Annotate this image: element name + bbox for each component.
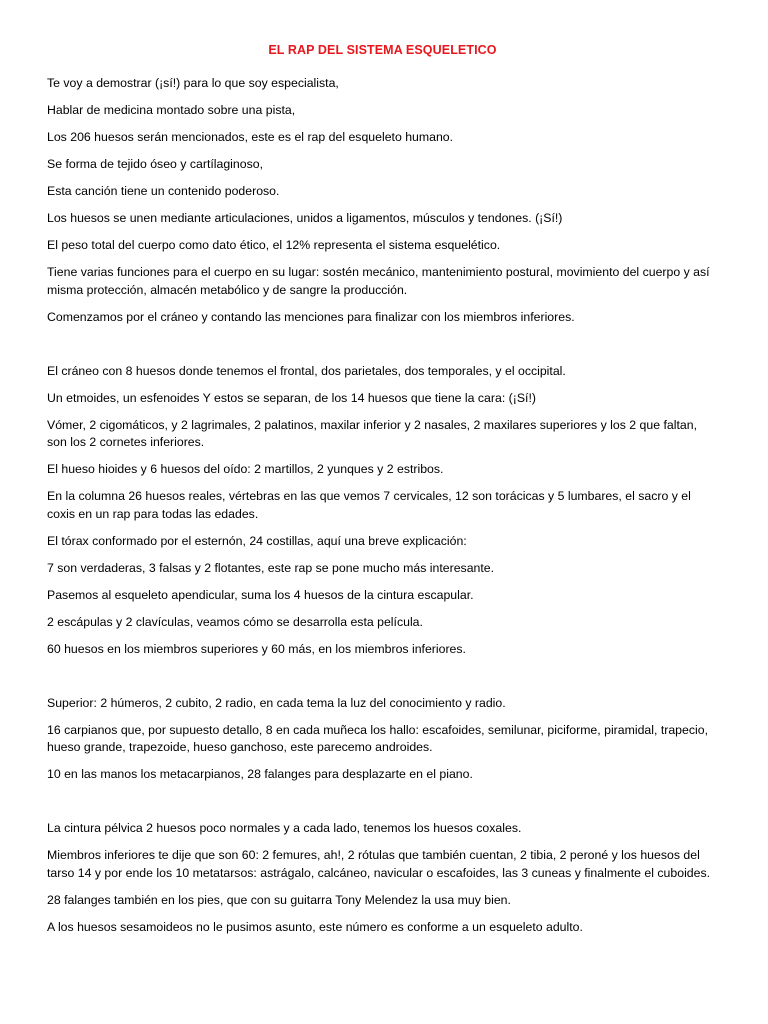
- stanza-intro: [47, 75, 718, 326]
- stanza-spacer: [47, 793, 718, 820]
- verse-line: Te voy a demostrar (¡sí!) para lo que soy especialista,: [47, 76, 339, 90]
- verse-line: 2 escápulas y 2 clavículas, veamos cómo se desarrolla esta película.: [47, 614, 423, 629]
- stanza-lower-limbs: [47, 820, 718, 936]
- verse-line: El peso total del cuerpo como dato ético, el 12% representa el sistema esquelético.: [47, 238, 501, 252]
- verse-line: Esta canción tiene un contenido poderoso.: [47, 184, 280, 198]
- stanza-axial-skeleton: [47, 363, 718, 659]
- verse-line: Los 206 huesos serán mencionados, este es el rap del esqueleto humano.: [47, 130, 454, 144]
- stanza-spacer: [47, 668, 718, 695]
- verse-line: Pasemos al esqueleto apendicular, suma los 4 huesos de la cintura escapular.: [47, 587, 474, 602]
- verse-line: 7 son verdaderas, 3 falsas y 2 flotantes, este rap se pone mucho más interesante.: [47, 560, 495, 575]
- verse-line: Miembros inferiores te dije que son 60: 2 femures, ah!, 2 rótulas que también cuentan, 2 tibia, 2 peroné y los huesos del tarso 14 y por ende los 10 metatarsos: astrágalo, calcáneo, navicular o escafoides, las 3 cuneas y finalmente el cuboides.: [47, 848, 711, 880]
- verse-line: 10 en las manos los metacarpianos, 28 falanges para desplazarte en el piano.: [47, 767, 473, 781]
- verse-line: En la columna 26 huesos reales, vértebras en las que vemos 7 cervicales, 12 son torácicas y 5 lumbares, el sacro y el coxis en un rap para todas las edades.: [47, 489, 691, 521]
- stanza-spacer: [47, 336, 718, 363]
- verse-line: 60 huesos en los miembros superiores y 60 más, en los miembros inferiores.: [47, 641, 466, 656]
- verse-line: Los huesos se unen mediante articulaciones, unidos a ligamentos, músculos y tendones. (¡Sí!): [47, 211, 563, 225]
- verse-line: El cráneo con 8 huesos donde tenemos el frontal, dos parietales, dos temporales, y el occipital.: [47, 363, 566, 378]
- verse-line: Vómer, 2 cigomáticos, y 2 lagrimales, 2 palatinos, maxilar inferior y 2 nasales, 2 maxilares superiores y los 2 que faltan, son los 2 cornetes inferiores.: [47, 417, 697, 449]
- document-title: EL RAP DEL SISTEMA ESQUELETICO: [268, 43, 497, 57]
- stanza-upper-limbs: [47, 695, 718, 784]
- verse-line: Se forma de tejido óseo y cartílaginoso,: [47, 157, 264, 171]
- verse-line: 28 falanges también en los pies, que con su guitarra Tony Melendez la usa muy bien.: [47, 892, 511, 907]
- verse-line: El hueso hioides y 6 huesos del oído: 2 martillos, 2 yunques y 2 estribos.: [47, 462, 444, 476]
- verse-line: La cintura pélvica 2 huesos poco normales y a cada lado, tenemos los huesos coxales.: [47, 821, 522, 835]
- verse-line: Un etmoides, un esfenoides Y estos se separan, de los 14 huesos que tiene la cara: (¡Sí!): [47, 390, 536, 405]
- verse-line: El tórax conformado por el esternón, 24 costillas, aquí una breve explicación:: [47, 533, 467, 548]
- verse-line: A los huesos sesamoideos no le pusimos asunto, este número es conforme a un esqueleto adulto.: [47, 919, 583, 934]
- verse-line: Superior: 2 húmeros, 2 cubito, 2 radio, en cada tema la luz del conocimiento y radio.: [47, 695, 506, 710]
- verse-line: 16 carpianos que, por supuesto detallo, 8 en cada muñeca los hallo: escafoides, semilunar, piciforme, piramidal, trapecio, hueso grande, trapezoide, hueso ganchoso, este parecemo androides.: [47, 722, 708, 754]
- verse-line: Tiene varias funciones para el cuerpo en su lugar: sostén mecánico, mantenimiento postural, movimiento del cuerpo y así misma protección, almacén metabólico y de sangre la producción.: [47, 265, 710, 297]
- verse-line: Comenzamos por el cráneo y contando las menciones para finalizar con los miembros inferiores.: [47, 309, 575, 324]
- verse-line: Hablar de medicina montado sobre una pista,: [47, 103, 296, 117]
